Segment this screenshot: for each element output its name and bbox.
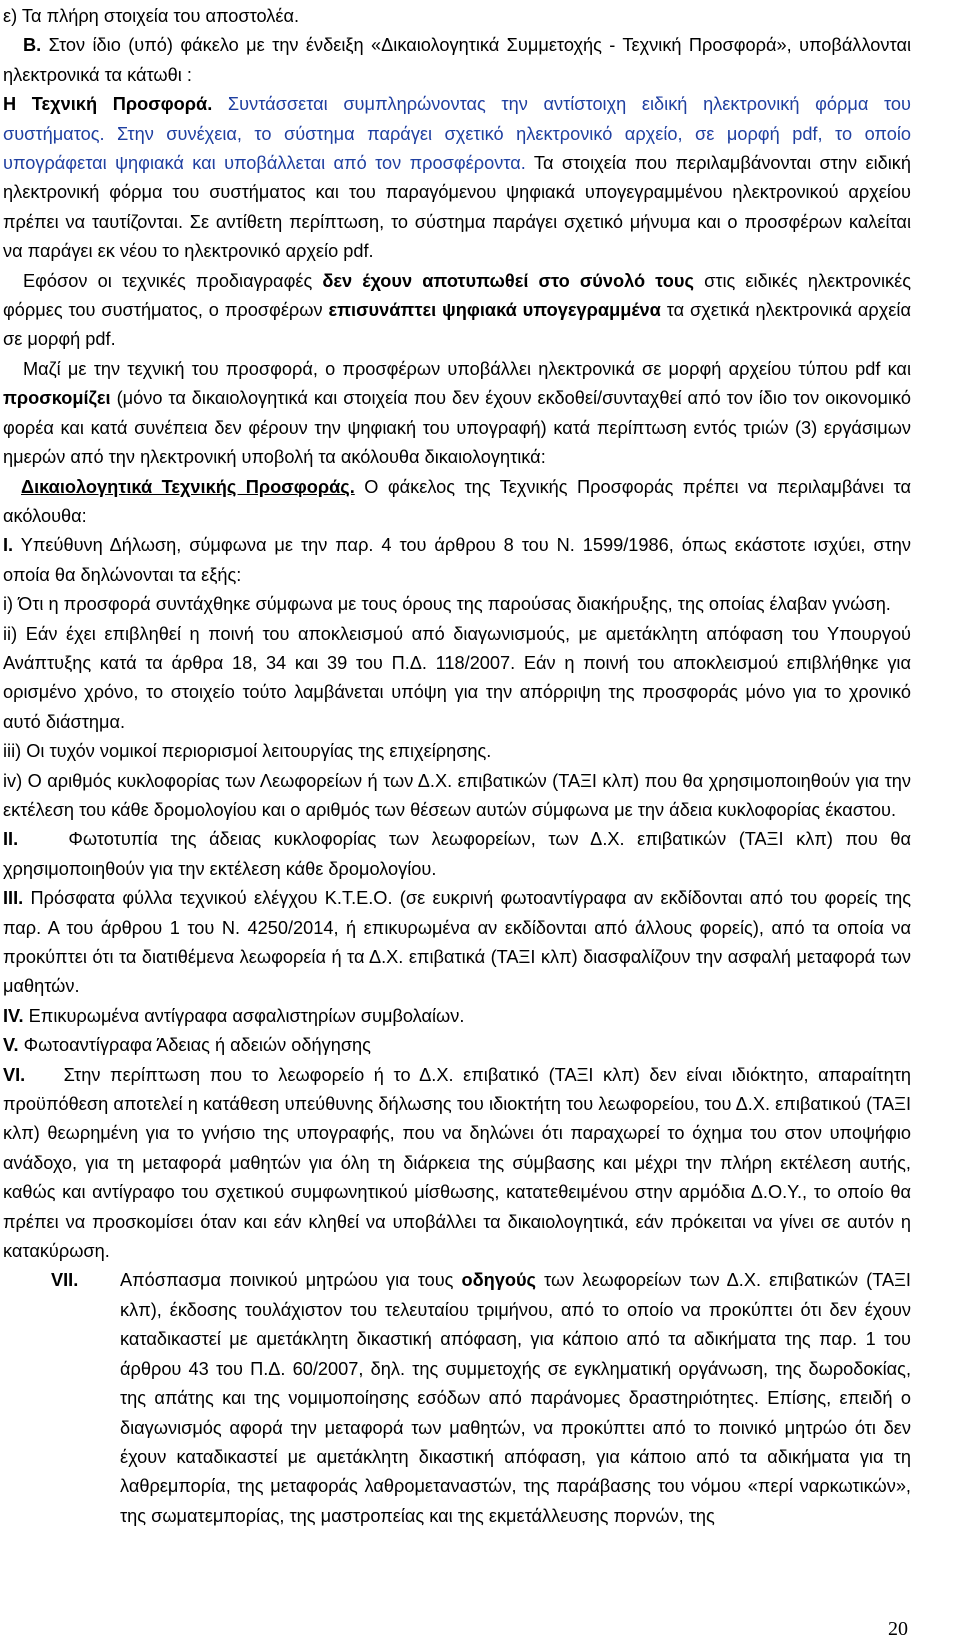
paragraph-e: ε) Τα πλήρη στοιχεία του αποστολέα. — [3, 6, 300, 26]
documents-heading: Δικαιολογητικά Τεχνικής Προσφοράς. — [21, 476, 355, 497]
section-vii-label: VII. — [51, 1270, 79, 1291]
page-number: 20 — [888, 1618, 908, 1640]
paragraph-documents-heading: Δικαιολογητικά Τεχνικής Προσφοράς. Ο φάκελος της Τεχνικής Προσφοράς πρέπει να περιλαμβάνει τα ακόλουθα: — [3, 476, 911, 526]
paragraph-specifications: Εφόσον οι τεχνικές προδιαγραφές δεν έχουν αποτυπωθεί στο σύνολό τους στις ειδικές ηλεκτρονικές φόρμες του συστήματος, ο προσφέρων επισυνάπτει ψηφιακά υπογεγραμμένα τα σχετικά ηλεκτρονικά αρχεία σε μορφή pdf. — [3, 270, 911, 350]
item-iv: iv) Ο αριθμός κυκλοφορίας των Λεωφορείων ή των Δ.Χ. επιβατικών (ΤΑΞΙ κλπ) που θα χρησιμοποιηθούν για την εκτέλεση του κάθε δρομολογίου και ο αριθμός των θέσεων αυτών σύμφωνα με την άδεια κυκλοφορίας έκαστου. — [3, 770, 911, 820]
section-iv: IV. Επικυρωμένα αντίγραφα ασφαλιστηρίων συμβολαίων. — [3, 1005, 465, 1026]
section-ii: ΙΙ. Φωτοτυπία της άδειας κυκλοφορίας των λεωφορείων, των Δ.Χ. επιβατικών (ΤΑΞΙ κλπ) που θα χρησιμοποιηθούν για την εκτέλεση κάθε δρομολογίου. — [3, 829, 912, 879]
section-v: V. Φωτοαντίγραφα Άδειας ή αδειών οδήγησης — [3, 1035, 371, 1056]
item-i: i) Ότι η προσφορά συντάχθηκε σύμφωνα με τους όρους της παρούσας διακήρυξης, της οποίας έλαβαν γνώση. — [3, 594, 891, 615]
section-b-label: Β. — [23, 35, 42, 56]
item-iii: iii) Οι τυχόν νομικοί περιορισμοί λειτουργίας της επιχείρησης. — [3, 741, 492, 762]
paragraph-technical-offer: Η Τεχνική Προσφορά. Συντάσσεται συμπληρώνοντας την αντίστοιχη ειδική ηλεκτρονική φόρμα του συστήματος. Στην συνέχεια, το σύστημα παράγει σχετικό ηλεκτρονικό αρχείο, σε μορφή pdf, το οποίο υπογράφεται ψηφιακά και υποβάλλεται από τον προσφέροντα. Τα στοιχεία που περιλαμβάνονται στην ειδική ηλεκτρονική φόρμα του συστήματος και του παραγόμενου ψηφιακά υπογεγραμμένου ηλεκτρονικού αρχείου πρέπει να ταυτίζονται. Σε αντίθετη περίπτωση, το σύστημα παράγει σχετικό μήνυμα και ο προσφέρων καλείται να παράγει εκ νέου το ηλεκτρονικό αρχείο pdf. — [3, 94, 912, 262]
document-body — [3, 2, 911, 1531]
blue-text: Συντάσσεται συμπληρώνοντας την αντίστοιχη ειδική ηλεκτρονική φόρμα του συστήματος. Στην συνέχεια, το σύστημα παράγει σχετικό ηλεκτρονικό αρχείο, σε μορφή pdf, το οποίο υπογράφεται ψηφιακά και υποβάλλεται από τον προσφέροντα. — [3, 94, 911, 174]
section-vii-text: Απόσπασμα ποινικού μητρώου για τους οδηγούς των λεωφορείων των Δ.Χ. επιβατικών (ΤΑΞΙ κλπ), έκδοσης τουλάχιστον του τελευταίου τριμήνου, από το οποίο να προκύπτει ότι δεν έχουν καταδικαστεί με αμετάκλητη δικαστική απόφαση, για κάποιο από τα αδικήματα της παρ. 1 του άρθρου 43 του Π.Δ. 60/2007, δηλ. της συμμετοχής σε εγκληματική οργάνωση, της δωροδοκίας, της απάτης και της νομιμοποίησης εσόδων από παράνομες δραστηριότητες. Επίσης, επειδή ο διαγωνισμός αφορά την μεταφορά των μαθητών, να προκύπτει από το ποινικό μητρώο ότι δεν έχουν καταδικαστεί με αμετάκλητη δικαστική απόφαση, για κάποιο από τα αδικήματα για τη λαθρεμπορία, της μεταφοράς λαθρομεταναστών, της παράβασης του νόμου «περί ναρκωτικών», της σωματεμπορίας, της μαστροπείας και της εκμετάλλευσης πορνών, της — [120, 1270, 911, 1526]
item-ii: ii) Εάν έχει επιβληθεί η ποινή του αποκλεισμού από διαγωνισμούς, με αμετάκλητη απόφαση του Υπουργού Ανάπτυξης κατά τα άρθρα 18, 34 και 39 του Π.Δ. 118/2007. Εάν η ποινή του αποκλεισμού επιβλήθηκε για ορισμένο χρόνο, το στοιχείο τούτο λαμβάνεται υπόψη για την απόρριψη της προσφοράς μόνο για το χρονικό αυτό διάστημα. — [3, 623, 911, 732]
paragraph-b: Β. Στον ίδιο (υπό) φάκελο με την ένδειξη «Δικαιολογητικά Συμμετοχής - Τεχνική Προσφορά», υποβάλλονται ηλεκτρονικά τα κάτωθι : — [3, 35, 912, 85]
paragraph-submission: Μαζί με την τεχνική του προσφορά, ο προσφέρων υποβάλλει ηλεκτρονικά σε μορφή αρχείου τύπου pdf και προσκομίζει (μόνο τα δικαιολογητικά και στοιχεία που δεν έχουν εκδοθεί/συνταχθεί από τον ίδιο τον οικονομικό φορέα και κατά συνέπεια δεν φέρουν την ψηφιακή του υπογραφή) κατά περίπτωση εντός τριών (3) εργάσιμων ημερών από την ηλεκτρονική υποβολή τα ακόλουθα δικαιολογητικά: — [3, 358, 911, 468]
section-i: Ι. Υπεύθυνη Δήλωση, σύμφωνα με την παρ. 4 του άρθρου 8 του Ν. 1599/1986, όπως εκάστοτε ισχύει, στην οποία θα δηλώνονται τα εξής: — [3, 535, 911, 585]
technical-offer-heading: Η Τεχνική Προσφορά. — [3, 94, 213, 115]
section-vii — [3, 1266, 911, 1531]
section-vi: VI. Στην περίπτωση που το λεωφορείο ή το Δ.Χ. επιβατικό (ΤΑΞΙ κλπ) δεν είναι ιδιόκτητο, απαραίτητη προϋπόθεση αποτελεί η κατάθεση υπεύθυνης δήλωσης του ιδιοκτήτη του λεωφορείου, του Δ.Χ. επιβατικού (ΤΑΞΙ κλπ) θεωρημένη για το γνήσιο της υπογραφής, που να δηλώνει ότι παραχωρεί το όχημα του στον υποψήφιο ανάδοχο, για τη μεταφορά μαθητών για όλη τη διάρκεια της σύμβασης και μέχρι την πλήρη εκτέλεση αυτής, καθώς και αντίγραφο του σχετικού συμφωνητικού μίσθωσης, κατατεθειμένου στην αρμόδια Δ.Ο.Υ., το οποίο θα πρέπει να προσκομίσει όταν και εάν κληθεί να υποβάλλει τα δικαιολογητικά, εάν πρόκειται να γίνει σε αυτόν η κατακύρωση. — [3, 1064, 911, 1262]
section-iii: ΙΙΙ. Πρόσφατα φύλλα τεχνικού ελέγχου Κ.Τ.Ε.Ο. (σε ευκρινή φωτοαντίγραφα αν εκδίδονται από του φορείς της παρ. Α του άρθρου 1 του Ν. 4250/2014, ή επικυρωμένα αν εκδίδονται από άλλους φορείς), από τα οποία να προκύπτει ότι τα διατιθέμενα λεωφορεία ή τα Δ.Χ. επιβατικά (ΤΑΞΙ κλπ) διασφαλίζουν την ασφαλή μεταφορά των μαθητών. — [3, 888, 911, 997]
